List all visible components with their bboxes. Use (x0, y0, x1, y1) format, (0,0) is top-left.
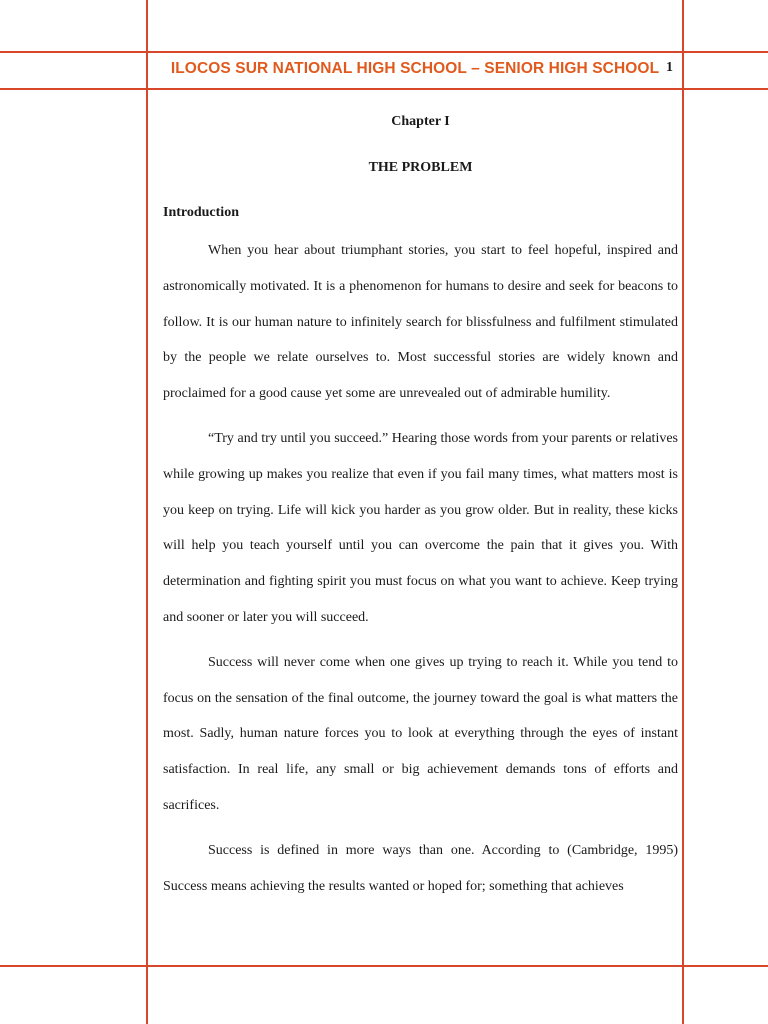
paragraph-3: Success will never come when one gives up trying to reach it. While you tend to focus on the sensation of the final outcome, the journey toward the goal is what matters the most. Sadly, human nature forces you to look at everything through the eyes of instant satisfaction. In real life, any small or big achievement demands tons of efforts and sacrifices. (163, 654, 678, 813)
right-margin-rule (682, 0, 684, 1024)
chapter-label: Chapter I (391, 114, 450, 129)
left-margin-rule (146, 0, 148, 1024)
paragraph-4: Success is defined in more ways than one. According to (Cambridge, 1995) Success means achieving the results wanted or hoped for; something that achieves (163, 842, 678, 894)
header-top-rule (0, 51, 768, 53)
header-bottom-rule (0, 88, 768, 90)
chapter-title: THE PROBLEM (368, 160, 473, 175)
section-heading-introduction: Introduction (163, 205, 239, 220)
document-body (163, 112, 678, 905)
footer-rule (0, 965, 768, 967)
paragraph-1: When you hear about triumphant stories, you start to feel hopeful, inspired and astronomically motivated. It is a phenomenon for humans to desire and seek for beacons to follow. It is our human nature to infinitely search for blissfulness and fulfilment stimulated by the people we relate ourselves to. Most successful stories are widely known and proclaimed for a good cause yet some are unrevealed out of admirable humility. (163, 243, 678, 402)
page-number: 1 (666, 60, 673, 75)
school-header-title: ILOCOS SUR NATIONAL HIGH SCHOOL – SENIOR HIGH SCHOOL (170, 60, 660, 77)
paragraph-2: “Try and try until you succeed.” Hearing those words from your parents or relatives while growing up makes you realize that even if you fail many times, what matters most is you keep on trying. Life will kick you harder as you grow older. But in reality, these kicks will help you teach yourself until you can overcome the pain that it gives you. With determination and fighting spirit you must focus on what you want to achieve. Keep trying and sooner or later you will succeed. (163, 430, 678, 625)
